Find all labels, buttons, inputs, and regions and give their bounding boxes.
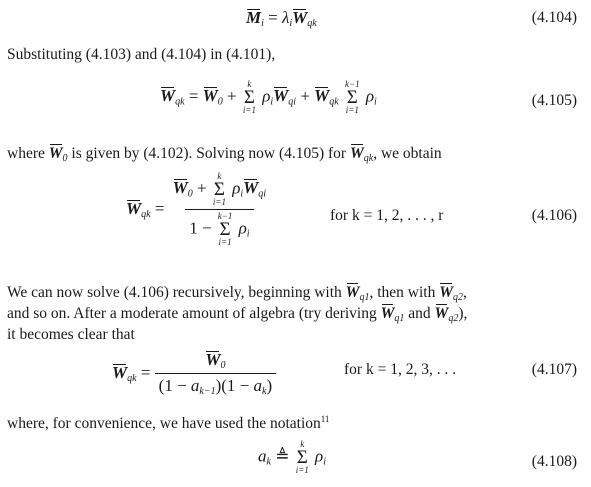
equation-4-105: $W_{qk} = W_0$ + k Σ i=1 $\rho_iW_{qi} + W_{qk}$ k−1 Σ i=1 $\rho_i$ [160,79,377,116]
equation-number-4-108: (4.108) [531,453,577,470]
footnote-ref: 11 [320,414,330,424]
where-given-text: where $W_0$ is given by (4.102). Solving now (4.105) for $W_{qk}$, we obtain [7,145,442,164]
equation-4-108: $a_k$ ≜ k Σ i=1 $\rho_i$ [258,439,326,476]
equation-number-4-107: (4.107) [531,361,577,378]
notation-intro-text: where, for convenience, we have used the notation$^{11}$ [7,414,330,433]
equation-4-107: $W_{qk}$ = $\frac{W_0}{(1 - a_{k-1})(1 - a_k)}$ [112,350,276,397]
equation-4-107-condition: for k = 1, 2, 3, . . . [344,361,457,378]
equation-number-4-106: (4.106) [531,207,577,224]
paragraph-recursive-line-1: We can now solve (4.106) recursively, beginning with $W_{q1}$, then with $W_{q2}$, [7,284,467,303]
paragraph-recursive-line-3: it becomes clear that [7,326,135,343]
equation-number-4-105: (4.105) [531,92,577,109]
equation-4-104: $M_i = \lambda_iW_{qk}$ [246,8,317,29]
paragraph-recursive-line-2: and so on. After a moderate amount of algebra (try deriving $W_{q1}$ and $W_{q2}$), [7,305,468,324]
substituting-text: Substituting (4.103) and (4.104) in (4.101), [7,46,276,63]
equation-4-106-condition: for k = 1, 2, . . . , r [330,207,444,224]
equation-number-4-104: (4.104) [531,9,577,26]
equation-4-106: $W_{qk}$ = $W_0$ + k Σ i=1 $\rho_iW_{qi}$ 1 − k−1 Σ i=1 $\rho_i$ [126,171,267,248]
